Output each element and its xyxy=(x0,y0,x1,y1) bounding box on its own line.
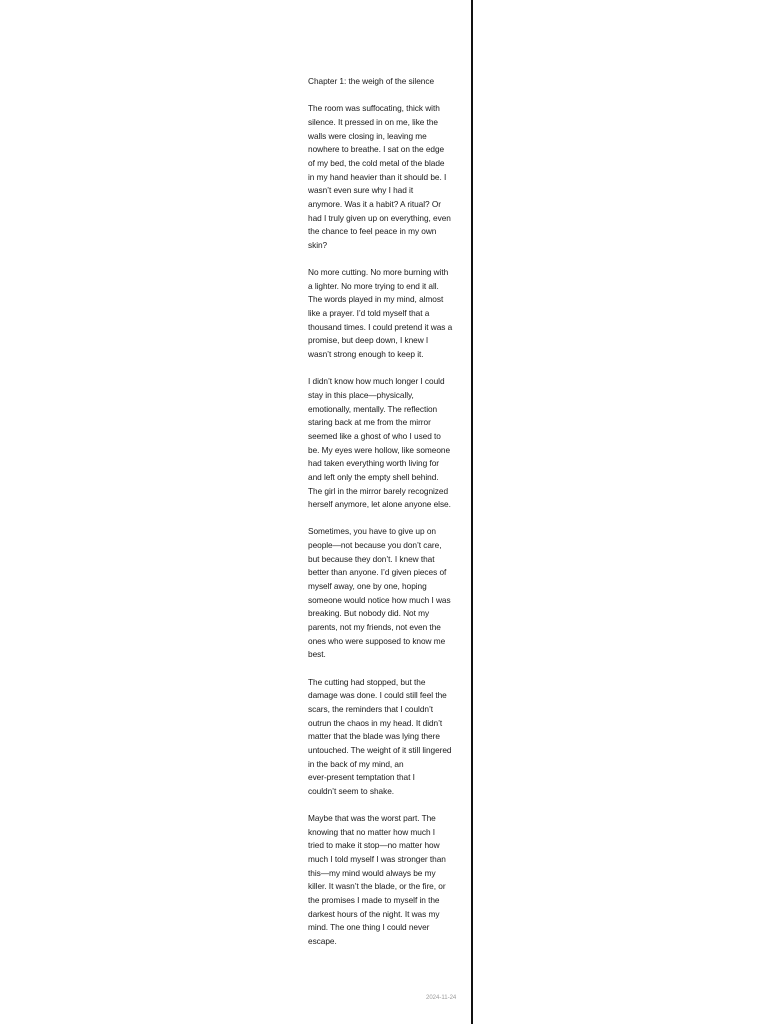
chapter-title: Chapter 1: the weigh of the silence xyxy=(308,76,435,86)
paragraph-4: Sometimes, you have to give up on people—not because you don’t care, but because they don’t. I knew that better than anyone. I’d given pieces of myself away, one by one, hoping someone would notice how much I was breaking. But nobody did. Not my parents, not my friends, not even the ones who were supposed to know me best. xyxy=(308,526,451,660)
paragraph-6: Maybe that was the worst part. The knowing that no matter how much I tried to make it stop—no matter how much I told myself I was stronger than this—my mind would always be my killer. It wasn’t the blade, or the fire, or the promises I made to myself in the darkest hours of the night. It was my mind. The one thing I could never escape. xyxy=(308,813,446,946)
paragraph-5: The cutting had stopped, but the damage was done. I could still feel the scars, the reminders that I couldn’t outrun the chaos in my head. It didn’t matter that the blade was lying there untouched. The weight of it still lingered in the back of my mind, an ever-present temptation that I couldn’t seem to shake. xyxy=(308,676,452,796)
page-right-blank xyxy=(473,0,768,1024)
paragraph-3: I didn’t know how much longer I could stay in this place—physically, emotionally, mentally. The reflection staring back at me from the mirror seemed like a ghost of who I used to be. My eyes were hollow, like someone had taken everything worth living for and left only the empty shell behind. The girl in the mirror barely recognized herself anymore, let alone anyone else. xyxy=(308,376,451,510)
document-body xyxy=(308,75,463,962)
page-date: 2024-11-24 xyxy=(426,995,457,1001)
paragraph-2: No more cutting. No more burning with a lighter. No more trying to end it all. The words played in my mind, almost like a prayer. I’d told myself that a thousand times. I could pretend it was a promise, but deep down, I knew I wasn’t strong enough to keep it. xyxy=(308,267,453,359)
paragraph-1: The room was suffocating, thick with silence. It pressed in on me, like the walls were closing in, leaving me nowhere to breathe. I sat on the edge of my bed, the cold metal of the blade in my hand heavier than it should be. I wasn’t even sure why I had it anymore. Was it a habit? A ritual? Or had I truly given up on everything, even the chance to feel peace in my own skin? xyxy=(308,103,451,250)
page-left-margin xyxy=(0,0,300,1024)
